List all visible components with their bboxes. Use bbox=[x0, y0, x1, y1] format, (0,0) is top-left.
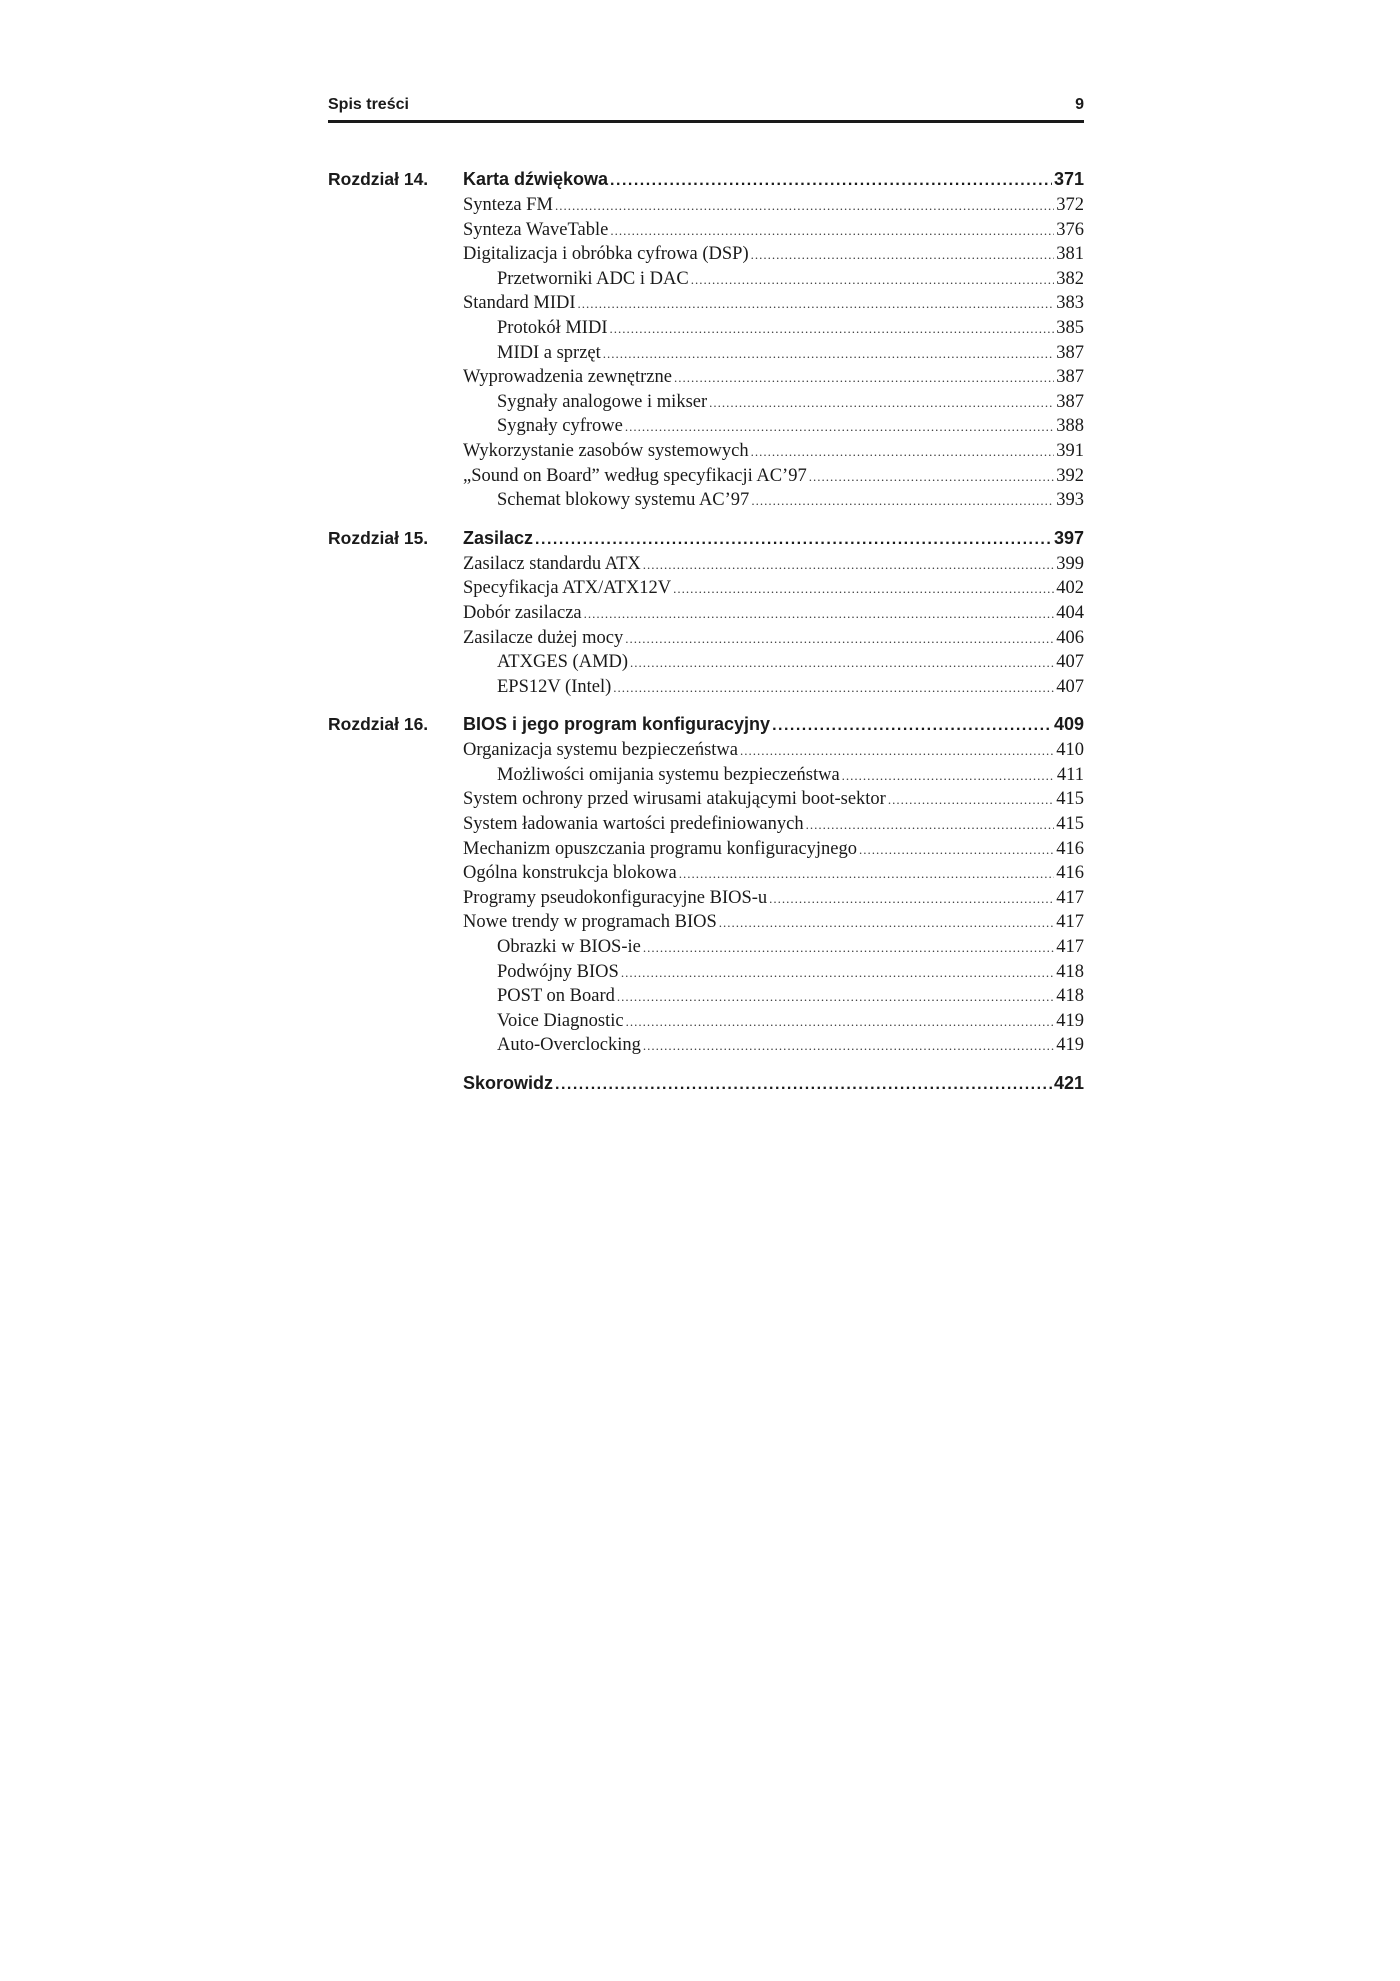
toc-entry bbox=[463, 390, 1084, 415]
dot-leader bbox=[740, 739, 1054, 764]
entry-title: Programy pseudokonfiguracyjne BIOS-u bbox=[463, 887, 768, 908]
entry-title: Standard MIDI bbox=[463, 293, 576, 314]
entry-page-number: 416 bbox=[1056, 838, 1084, 859]
entry-page-number: 399 bbox=[1056, 553, 1084, 574]
toc-entry bbox=[463, 316, 1084, 341]
dot-leader bbox=[643, 1034, 1054, 1059]
toc-entry bbox=[463, 552, 1084, 577]
running-header-page-number: 9 bbox=[1075, 96, 1084, 113]
toc-entry bbox=[463, 675, 1084, 700]
entry-page-number: 415 bbox=[1056, 789, 1084, 810]
entry-title: Sygnały analogowe i mikser bbox=[497, 391, 708, 412]
toc-chapter bbox=[328, 525, 1084, 700]
chapter-entries bbox=[463, 1070, 1084, 1097]
entry-title: Zasilacze dużej mocy bbox=[463, 627, 624, 648]
toc-entry bbox=[463, 861, 1084, 886]
dot-leader bbox=[751, 243, 1055, 268]
toc-entry bbox=[463, 886, 1084, 911]
entry-page-number: 418 bbox=[1056, 961, 1084, 982]
dot-leader bbox=[643, 553, 1055, 578]
toc-entry bbox=[463, 763, 1084, 788]
dot-leader bbox=[617, 985, 1054, 1010]
dot-leader bbox=[691, 268, 1055, 293]
dot-leader bbox=[888, 788, 1054, 813]
toc-entry bbox=[463, 218, 1084, 243]
entry-title: Specyfikacja ATX/ATX12V bbox=[463, 578, 672, 599]
toc-entry bbox=[463, 650, 1084, 675]
entry-title: Wykorzystanie zasobów systemowych bbox=[463, 440, 749, 461]
entry-title: Synteza FM bbox=[463, 195, 553, 215]
chapter-entries bbox=[463, 166, 1084, 513]
entry-title: Synteza WaveTable bbox=[463, 219, 609, 240]
entry-page-number: 417 bbox=[1056, 937, 1084, 958]
toc-chapter-title-row bbox=[463, 1070, 1084, 1097]
toc-entry bbox=[463, 626, 1084, 651]
entry-page-number: 418 bbox=[1056, 986, 1084, 1007]
dot-leader bbox=[603, 342, 1054, 367]
entry-page-number: 393 bbox=[1056, 490, 1084, 511]
dot-leader bbox=[555, 194, 1054, 219]
entry-title: Wyprowadzenia zewnętrzne bbox=[463, 367, 672, 388]
entry-page-number: 419 bbox=[1056, 1010, 1084, 1031]
entry-title: Auto-Overclocking bbox=[497, 1035, 641, 1056]
dot-leader bbox=[709, 391, 1054, 416]
chapter-title: BIOS i jego program konfiguracyjny bbox=[463, 714, 771, 735]
entry-title: Dobór zasilacza bbox=[463, 602, 582, 623]
toc-entry bbox=[463, 267, 1084, 292]
entry-page-number: 416 bbox=[1056, 863, 1084, 884]
entry-page-number: 388 bbox=[1056, 416, 1084, 437]
dot-leader bbox=[625, 627, 1054, 652]
entry-page-number: 404 bbox=[1056, 602, 1084, 623]
toc-entry bbox=[463, 910, 1084, 935]
dot-leader bbox=[626, 1010, 1055, 1035]
chapter-number-label: Rozdział 16. bbox=[328, 714, 429, 735]
entry-title: Możliwości omijania systemu bezpieczeństwa bbox=[497, 764, 840, 785]
toc-entry bbox=[463, 365, 1084, 390]
entry-title: MIDI a sprzęt bbox=[497, 342, 601, 363]
entry-page-number: 417 bbox=[1056, 887, 1084, 908]
toc-entry bbox=[463, 1009, 1084, 1034]
running-header-title: Spis treści bbox=[328, 96, 409, 113]
toc-entry bbox=[463, 935, 1084, 960]
dot-leader bbox=[719, 911, 1054, 936]
entry-page-number: 419 bbox=[1056, 1035, 1084, 1056]
entry-title: Organizacja systemu bezpieczeństwa bbox=[463, 740, 738, 761]
toc-entry bbox=[463, 193, 1084, 218]
toc-entry bbox=[463, 812, 1084, 837]
toc-entry bbox=[463, 464, 1084, 489]
entry-page-number: 410 bbox=[1056, 740, 1084, 761]
chapter-title: Skorowidz bbox=[463, 1073, 554, 1093]
toc-entry bbox=[463, 341, 1084, 366]
dot-leader bbox=[610, 219, 1054, 244]
entry-title: Schemat blokowy systemu AC’97 bbox=[497, 490, 750, 511]
entry-page-number: 376 bbox=[1056, 219, 1084, 240]
entry-page-number: 407 bbox=[1056, 676, 1084, 697]
toc-entry bbox=[463, 439, 1084, 464]
entry-page-number: 391 bbox=[1056, 440, 1084, 461]
chapter-title: Karta dźwiękowa bbox=[463, 169, 609, 189]
entry-title: Obrazki w BIOS-ie bbox=[497, 937, 641, 958]
entry-title: Protokół MIDI bbox=[497, 317, 608, 338]
toc-entry bbox=[463, 414, 1084, 439]
entry-page-number: 387 bbox=[1056, 367, 1084, 388]
toc-entry bbox=[463, 787, 1084, 812]
entry-page-number: 402 bbox=[1056, 578, 1084, 599]
toc-entry bbox=[463, 601, 1084, 626]
toc-chapter-title-row bbox=[463, 166, 1084, 193]
dot-leader bbox=[610, 317, 1055, 342]
chapter-title: Zasilacz bbox=[463, 527, 534, 548]
dot-leader bbox=[535, 526, 1052, 553]
entry-title: Zasilacz standardu ATX bbox=[463, 553, 641, 574]
entry-title: Nowe trendy w programach BIOS bbox=[463, 912, 717, 933]
toc-entry bbox=[463, 242, 1084, 267]
entry-page-number: 383 bbox=[1056, 293, 1084, 314]
toc-chapter bbox=[328, 711, 1084, 1058]
dot-leader bbox=[674, 366, 1054, 391]
entry-page-number: 407 bbox=[1056, 652, 1084, 673]
toc-entry bbox=[463, 960, 1084, 985]
dot-leader bbox=[555, 1071, 1052, 1098]
entry-page-number: 417 bbox=[1056, 912, 1084, 933]
entry-page-number: 387 bbox=[1056, 342, 1084, 363]
entry-page-number: 385 bbox=[1056, 317, 1084, 338]
dot-leader bbox=[751, 489, 1054, 514]
toc-chapter-title-row bbox=[463, 525, 1084, 552]
entry-title: Ogólna konstrukcja blokowa bbox=[463, 863, 677, 884]
dot-leader bbox=[769, 887, 1054, 912]
entry-page-number: 392 bbox=[1056, 465, 1084, 486]
chapter-number-label: Rozdział 15. bbox=[328, 527, 429, 548]
toc-entry bbox=[463, 576, 1084, 601]
dot-leader bbox=[679, 862, 1055, 887]
dot-leader bbox=[673, 577, 1054, 602]
dot-leader bbox=[578, 292, 1055, 317]
dot-leader bbox=[859, 838, 1054, 863]
toc-entry bbox=[463, 291, 1084, 316]
dot-leader bbox=[751, 440, 1055, 465]
chapter-entries bbox=[463, 711, 1084, 1058]
entry-title: Voice Diagnostic bbox=[497, 1010, 624, 1031]
dot-leader bbox=[806, 813, 1055, 838]
entry-title: „Sound on Board” według specyfikacji AC’97 bbox=[463, 465, 807, 486]
entry-title: ATXGES (AMD) bbox=[497, 652, 629, 673]
entry-title: Podwójny BIOS bbox=[497, 961, 619, 982]
chapter-number-label: Rozdział 14. bbox=[328, 169, 429, 189]
dot-leader bbox=[842, 764, 1055, 789]
dot-leader bbox=[809, 465, 1055, 490]
dot-leader bbox=[772, 712, 1052, 739]
running-header bbox=[328, 94, 1084, 123]
entry-page-number: 387 bbox=[1056, 391, 1084, 412]
chapter-page-number: 397 bbox=[1053, 527, 1084, 548]
dot-leader bbox=[621, 961, 1054, 986]
entry-page-number: 406 bbox=[1056, 627, 1084, 648]
toc-entry bbox=[463, 488, 1084, 513]
entry-title: Digitalizacja i obróbka cyfrowa (DSP) bbox=[463, 244, 749, 265]
dot-leader bbox=[643, 936, 1054, 961]
table-of-contents bbox=[328, 166, 1084, 1109]
dot-leader bbox=[610, 167, 1052, 194]
toc-entry bbox=[463, 837, 1084, 862]
toc-entry bbox=[463, 984, 1084, 1009]
chapter-page-number: 371 bbox=[1053, 169, 1084, 189]
dot-leader bbox=[613, 676, 1054, 701]
entry-page-number: 415 bbox=[1056, 814, 1084, 835]
entry-page-number: 381 bbox=[1056, 244, 1084, 265]
entry-title: Przetworniki ADC i DAC bbox=[497, 268, 689, 289]
chapter-entries bbox=[463, 525, 1084, 700]
toc-chapter-title-row bbox=[463, 711, 1084, 738]
dot-leader bbox=[584, 602, 1055, 627]
chapter-page-number: 409 bbox=[1053, 714, 1084, 735]
entry-title: System ochrony przed wirusami atakującymi boot-sektor bbox=[463, 789, 886, 810]
entry-title: System ładowania wartości predefiniowanych bbox=[463, 814, 804, 835]
toc-chapter bbox=[328, 166, 1084, 513]
entry-title: Sygnały cyfrowe bbox=[497, 416, 623, 437]
entry-title: EPS12V (Intel) bbox=[497, 676, 612, 697]
entry-page-number: 411 bbox=[1056, 764, 1084, 785]
toc-entry bbox=[463, 738, 1084, 763]
dot-leader bbox=[625, 415, 1054, 440]
toc-entry bbox=[463, 1033, 1084, 1058]
dot-leader bbox=[630, 651, 1054, 676]
entry-page-number: 372 bbox=[1056, 195, 1084, 215]
chapter-page-number: 421 bbox=[1053, 1073, 1084, 1093]
entry-title: Mechanizm opuszczania programu konfiguracyjnego bbox=[463, 838, 858, 859]
entry-page-number: 382 bbox=[1056, 268, 1084, 289]
entry-title: POST on Board bbox=[497, 986, 615, 1007]
toc-chapter bbox=[328, 1070, 1084, 1097]
